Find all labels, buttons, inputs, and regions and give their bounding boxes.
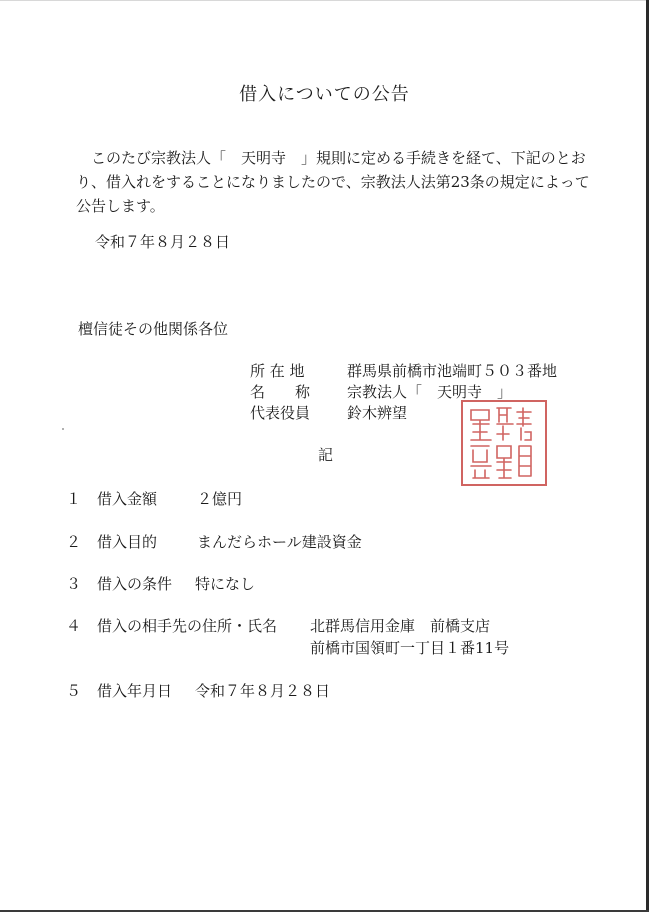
item-label: 借入の条件 [97, 575, 173, 593]
item-value: ２億円 [197, 490, 243, 508]
announcement-date: 令和７年８月２８日 [95, 233, 231, 251]
item-number: ４ [66, 617, 82, 635]
item-label: 借入金額 [97, 490, 158, 508]
item-value: 令和７年８月２８日 [195, 682, 331, 700]
address-label: 所 在 地 [250, 362, 305, 380]
item-value: 北群馬信用金庫 前橋支店 [310, 617, 491, 635]
scan-edge-top [0, 0, 649, 1]
ki-heading: 記 [318, 446, 334, 464]
item-label: 借入年月日 [97, 682, 173, 700]
item-number: ３ [66, 575, 82, 593]
scan-speck [62, 428, 64, 430]
item-number: ５ [66, 682, 82, 700]
item-number: ２ [66, 533, 82, 551]
representative-value: 鈴木辨望 [347, 404, 408, 422]
body-paragraph: このたび宗教法人「 天明寺 」規則に定める手続きを経て、下記のとおり、借入れをすることになりましたので、宗教法人法第23条の規定によって公告します。 [76, 149, 590, 215]
item-number: １ [66, 490, 82, 508]
address-value: 群馬県前橋市池端町５０３番地 [347, 362, 558, 380]
addressee: 檀信徒その他関係各位 [78, 320, 229, 338]
item-value: 特になし [195, 575, 256, 593]
item-value-line2: 前橋市国領町一丁目１番11号 [310, 639, 510, 657]
item-label: 借入の相手先の住所・氏名 [97, 617, 278, 635]
item-label: 借入目的 [97, 533, 158, 551]
official-seal-stamp [461, 400, 547, 486]
name-value: 宗教法人「 天明寺 」 [347, 383, 513, 401]
representative-label: 代表役員 [250, 404, 311, 422]
document-title: 借入についての公告 [239, 84, 410, 105]
name-label: 名 称 [250, 383, 311, 401]
item-value: まんだらホール建設資金 [197, 533, 362, 551]
seal-glyph-art [463, 402, 545, 484]
